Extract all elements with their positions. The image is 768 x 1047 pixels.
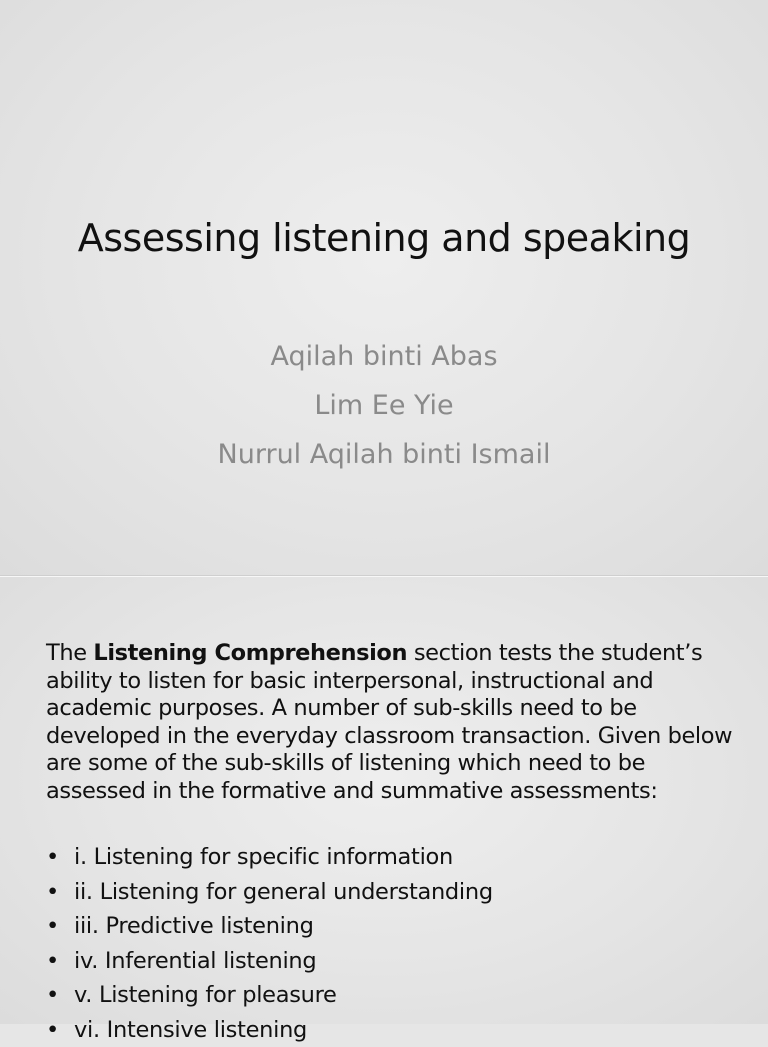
intro-rest: section tests the student’s ability to listen for basic interpersonal, instructional and academic purposes. A number of sub-skills need to be developed in the everyday classroom transaction. Given below are some of the sub-skills of listening which need to be assessed in the formative and summative assessments: bbox=[46, 640, 732, 804]
content-slide bbox=[0, 577, 768, 1024]
author-name: Lim Ee Yie bbox=[0, 381, 768, 430]
intro-paragraph bbox=[46, 640, 736, 805]
list-item bbox=[46, 840, 736, 875]
list-item bbox=[46, 944, 736, 979]
bullet-icon: • bbox=[46, 875, 59, 910]
list-item-text: v. Listening for pleasure bbox=[74, 982, 337, 1008]
author-name: Aqilah binti Abas bbox=[0, 332, 768, 381]
list-item bbox=[46, 875, 736, 910]
list-item-text: ii. Listening for general understanding bbox=[74, 879, 493, 905]
list-item bbox=[46, 1013, 736, 1047]
list-item bbox=[46, 978, 736, 1013]
list-item-text: iii. Predictive listening bbox=[74, 913, 314, 939]
list-item bbox=[46, 909, 736, 944]
author-list bbox=[0, 332, 768, 479]
bullet-icon: • bbox=[46, 978, 59, 1013]
bullet-icon: • bbox=[46, 840, 59, 875]
bullet-icon: • bbox=[46, 1013, 59, 1047]
subskill-list bbox=[46, 840, 736, 1047]
intro-bold-term: Listening Comprehension bbox=[93, 640, 407, 666]
slide-title: Assessing listening and speaking bbox=[0, 216, 768, 260]
list-item-text: vi. Intensive listening bbox=[74, 1017, 307, 1043]
intro-prefix: The bbox=[46, 640, 93, 666]
bullet-icon: • bbox=[46, 944, 59, 979]
list-item-text: i. Listening for specific information bbox=[74, 844, 453, 870]
list-item-text: iv. Inferential listening bbox=[74, 948, 316, 974]
author-name: Nurrul Aqilah binti Ismail bbox=[0, 430, 768, 479]
bullet-icon: • bbox=[46, 909, 59, 944]
